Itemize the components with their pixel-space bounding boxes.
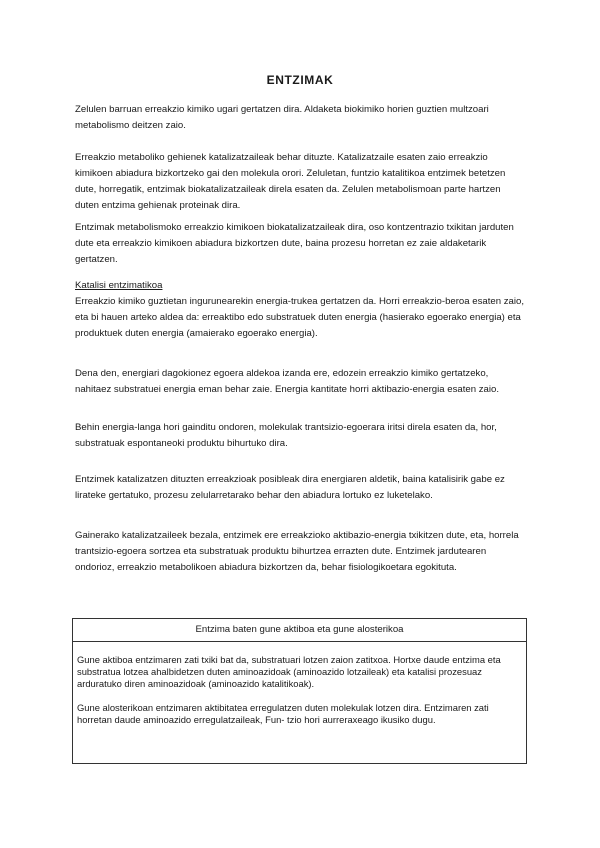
paragraph-intro: Zelulen barruan erreakzio kimiko ugari gertatzen dira. Aldaketa biokimiko horien guztien multzoari metabolismo deitzen zaio. (75, 104, 489, 131)
paragraph-enzymes: Entzimak metabolismoko erreakzio kimikoen biokatalizatzaileak dira, oso kontzentrazio txikitan jarduten dute eta erreakzio kimikoen abiadura bizkortzen dute, baina prozesu horretan ez zaie aldaketarik gertatzen. (75, 222, 514, 265)
info-box-allosteric-site: Gune alosterikoan entzimaren aktibitatea erregulatzen duten molekulak lotzen dira. Entzimaren zati horretan daude aminoazido erregulatzaileak, Fun- tzio hori aurreraxeago ikusiko dugu. (77, 702, 489, 725)
info-box-active-site: Gune aktiboa entzimaren zati txiki bat da, substratuari lotzen zaion zatitxoa. Hortxe daude entzima eta substratua lotzea ahalbidetzen duten aminoazidoak (aminoazido lotzaileak) eta katalisi prozesuaz arduratuko diren aminoazidoak (aminoazido katalitikoak). (77, 654, 501, 689)
page-title: ENTZIMAK (266, 73, 334, 87)
info-box-title: Entzima baten gune aktiboa eta gune alosterikoa (73, 619, 526, 642)
paragraph-activation-energy: Dena den, energiari dagokionez egoera aldekoa izanda ere, edozein erreakzio kimiko gertatzeko, nahitaez substratuei energia eman behar zaie. Energia kantitate horri aktibazio-energia esaten zaio. (75, 368, 499, 395)
paragraph-energy-exchange: Erreakzio kimiko guztietan ingurunearekin energia-trukea gertatzen da. Horri erreakzio-beroa esaten zaio, eta bi hauen arteko aldea da: erreaktibo edo substratuek duten energia (hasierako egoerako energia) eta produktuek duten energia (amaierako egoerako energia). (75, 296, 525, 339)
paragraph-catalyst-effect: Gainerako katalizatzaileek bezala, entzimek ere erreakzioko aktibazio-energia txikitzen dute, eta, horrela trantsizio-egoera sortzea eta substratuak produktu bihurtzea errazten dute. Entzimek jardutearen ondorioz, erreakzio metabolikoen abiadura bizkortzen da, behar fisiologikoetara egokituta. (75, 530, 519, 573)
info-box-body (73, 642, 526, 726)
paragraph-enzyme-reactions: Entzimek katalizatzen dituzten erreakzioak posibleak dira energiaren aldetik, baina katalisirik gabe ez lirateke gertatuko, prozesu zelularretarako behar den abiadura lortuko ez luketelako. (75, 474, 505, 501)
paragraph-transition-state: Behin energia-langa hori gainditu ondoren, molekulak trantsizio-egoerara iritsi direla esaten da, hor, substratuak espontaneoki produktu bihurtuko dira. (75, 422, 497, 449)
section-heading: Katalisi entzimatikoa (75, 280, 163, 291)
info-box (72, 618, 527, 764)
paragraph-catalysts: Erreakzio metaboliko gehienek katalizatzaileak behar dituzte. Katalizatzaile esaten zaio erreakzio kimikoen abiadura bizkortzeko gai den molekula orori. Zeluletan, funtzio katalitikoa entzimek betetzen dute, horregatik, entzimak biokatalizatzaileak direla esaten da. Zelulen metabolismoan parte hartzen duten entzima gehienak proteinak dira. (75, 152, 506, 211)
